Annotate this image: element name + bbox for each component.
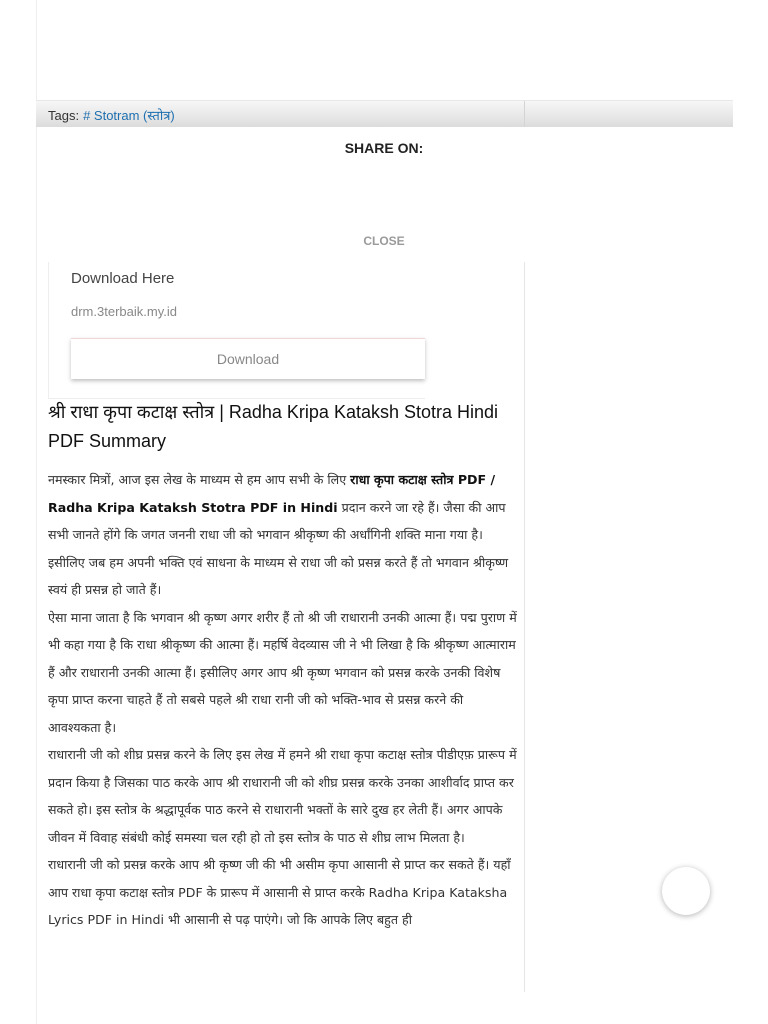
article-paragraph: राधारानी जी को प्रसन्न करके आप श्री कृष्ण जी की भी असीम कृपा आसानी से प्राप्त कर सकते हैं। यहाँ आप राधा कृपा कटाक्ष स्तोत्र PDF के प्रारूप में आसानी से प्राप्त करके Radha Kripa Kataksha Lyrics PDF in Hindi भी आसानी से पढ़ पाएंगे। जो कि आपके लिए बहुत ही: [48, 857, 511, 927]
tag-link-stotram[interactable]: # Stotram (स्तोत्र): [83, 108, 175, 123]
paragraph-bold-text: राधा कृपा कटाक्ष स्तोत्र PDF / Radha Kripa Kataksh Stotra PDF in Hindi: [48, 472, 496, 515]
ad-title[interactable]: Download Here: [71, 270, 175, 287]
close-button[interactable]: CLOSE: [363, 234, 405, 248]
article-paragraph: ऐसा माना जाता है कि भगवान श्री कृष्ण अगर शरीर हैं तो श्री जी राधारानी उनकी आत्मा हैं। पद्म पुराण में भी कहा गया है कि राधा श्रीकृष्ण की आत्मा हैं। महर्षि वेदव्यास जी ने भी लिखा है कि श्रीकृष्ण आत्माराम हैं और राधारानी उनकी आत्मा हैं। इसीलिए अगर आप श्री कृष्ण भगवान को प्रसन्न करके उनकी विशेष कृपा प्राप्त करना चाहते हैं तो सबसे पहले श्री राधा रानी जी को भक्ति-भाव से प्रसन्न करने की आवश्यकता है।: [48, 609, 517, 735]
article-paragraph: [48, 466, 518, 604]
tags-bar-divider: [524, 101, 525, 127]
paragraph-text: नमस्कार मित्रों, आज इस लेख के माध्यम से हम आप सभी के लिए: [48, 472, 351, 487]
tags-line: [48, 106, 175, 124]
ad-url: drm.3terbaik.my.id: [71, 304, 177, 319]
content-right-border: [524, 262, 525, 992]
floating-action-button[interactable]: [662, 867, 710, 915]
article-body: [48, 466, 518, 934]
download-button[interactable]: Download: [71, 338, 425, 379]
share-title: SHARE ON:: [344, 140, 424, 156]
article-heading: श्री राधा कृपा कटाक्ष स्तोत्र | Radha Kripa Kataksh Stotra Hindi PDF Summary: [48, 402, 499, 451]
paragraph-text: प्रदान करने जा रहे हैं। जैसा की आप सभी जानते होंगे कि जगत जननी राधा जी को भगवान श्रीकृष्ण की अर्धांगिनी शक्ति माना गया है। इसीलिए जब हम अपनी भक्ति एवं साधना के माध्यम से राधा जी को प्रसन्न करते हैं तो भगवान श्रीकृष्ण स्वयं ही प्रसन्न हो जाते हैं।: [48, 499, 509, 597]
ad-box[interactable]: [48, 262, 425, 399]
tags-label: Tags:: [48, 108, 80, 123]
article-paragraph: राधारानी जी को शीघ्र प्रसन्न करने के लिए इस लेख में हमने श्री राधा कृपा कटाक्ष स्तोत्र पीडीएफ़ प्रारूप में प्रदान किया है जिसका पाठ करके आप श्री राधारानी जी को शीघ्र प्रसन्न करके उनका आशीर्वाद प्राप्त कर सकते हो। इस स्तोत्र के श्रद्धापूर्वक पाठ करने से राधारानी भक्तों के सारे दुख हर लेती हैं। अगर आपके जीवन में विवाह संबंधी कोई समस्या चल रही हो तो इस स्तोत्र के पाठ से शीघ्र लाभ मिलता है।: [48, 747, 517, 845]
